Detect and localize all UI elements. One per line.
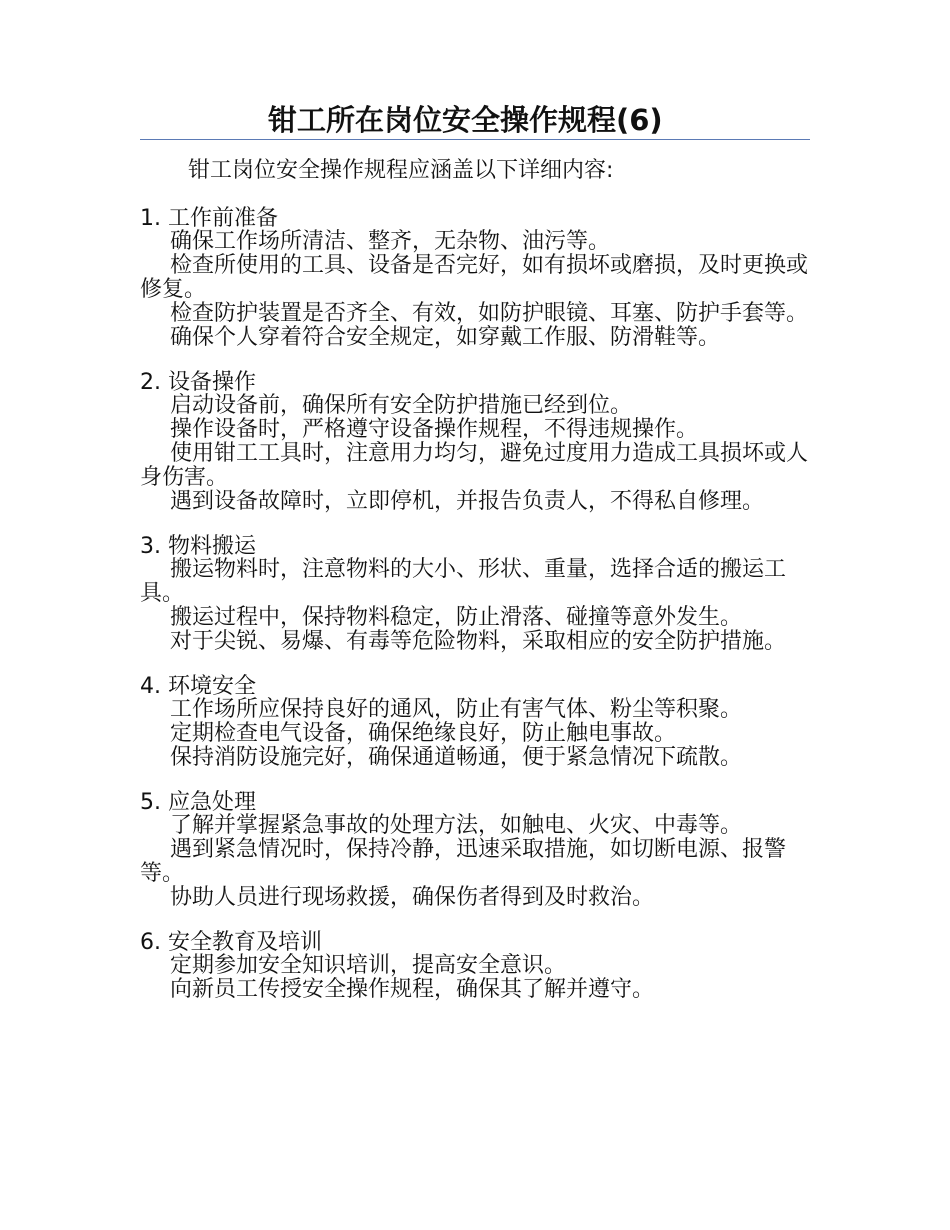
list-item: 检查所使用的工具、设备是否完好，如有损坏或磨损，及时更换或修复。 [140,253,809,302]
document-title: 钳工所在岗位安全操作规程(6) [268,103,663,137]
section-environment-safety [140,674,810,770]
list-item: 使用钳工工具时，注意用力均匀，避免过度用力造成工具损坏或人身伤害。 [140,441,809,490]
list-item: 操作设备时，严格遵守设备操作规程，不得违规操作。 [170,417,699,442]
document-page [140,100,810,1002]
section-equipment-operation [140,370,810,514]
section-heading: 5. 应急处理 [140,790,256,815]
list-item: 保持消防设施完好，确保通道畅通，便于紧急情况下疏散。 [170,745,743,770]
section-heading: 2. 设备操作 [140,370,256,395]
list-item: 对于尖锐、易爆、有毒等危险物料，采取相应的安全防护措施。 [170,629,787,654]
list-item: 定期参加安全知识培训，提高安全意识。 [170,953,567,978]
section-safety-training [140,930,810,1002]
list-item: 向新员工传授安全操作规程，确保其了解并遵守。 [170,977,655,1002]
section-heading: 4. 环境安全 [140,674,256,699]
list-item: 搬运物料时，注意物料的大小、形状、重量，选择合适的搬运工具。 [140,557,787,606]
list-item: 启动设备前，确保所有安全防护措施已经到位。 [170,393,633,418]
section-heading: 6. 安全教育及培训 [140,930,322,955]
list-item: 检查防护装置是否齐全、有效，如防护眼镜、耳塞、防护手套等。 [170,301,809,326]
list-item: 了解并掌握紧急事故的处理方法，如触电、火灾、中毒等。 [170,813,743,838]
section-work-preparation [140,206,810,350]
list-item: 确保工作场所清洁、整齐，无杂物、油污等。 [170,229,611,254]
section-material-handling [140,534,810,654]
list-item: 定期检查电气设备，确保绝缘良好，防止触电事故。 [170,721,677,746]
section-heading: 1. 工作前准备 [140,206,278,231]
section-emergency-handling [140,790,810,910]
list-item: 遇到紧急情况时，保持冷静，迅速采取措施，如切断电源、报警等。 [140,837,787,886]
list-item: 协助人员进行现场救援，确保伤者得到及时救治。 [170,885,655,910]
list-item: 搬运过程中，保持物料稳定，防止滑落、碰撞等意外发生。 [170,605,743,630]
list-item: 遇到设备故障时，立即停机，并报告负责人，不得私自修理。 [170,489,765,514]
intro-paragraph: 钳工岗位安全操作规程应涵盖以下详细内容: [188,158,614,183]
section-heading: 3. 物料搬运 [140,534,256,559]
list-item: 确保个人穿着符合安全规定，如穿戴工作服、防滑鞋等。 [170,325,721,350]
list-item: 工作场所应保持良好的通风，防止有害气体、粉尘等积聚。 [170,697,743,722]
